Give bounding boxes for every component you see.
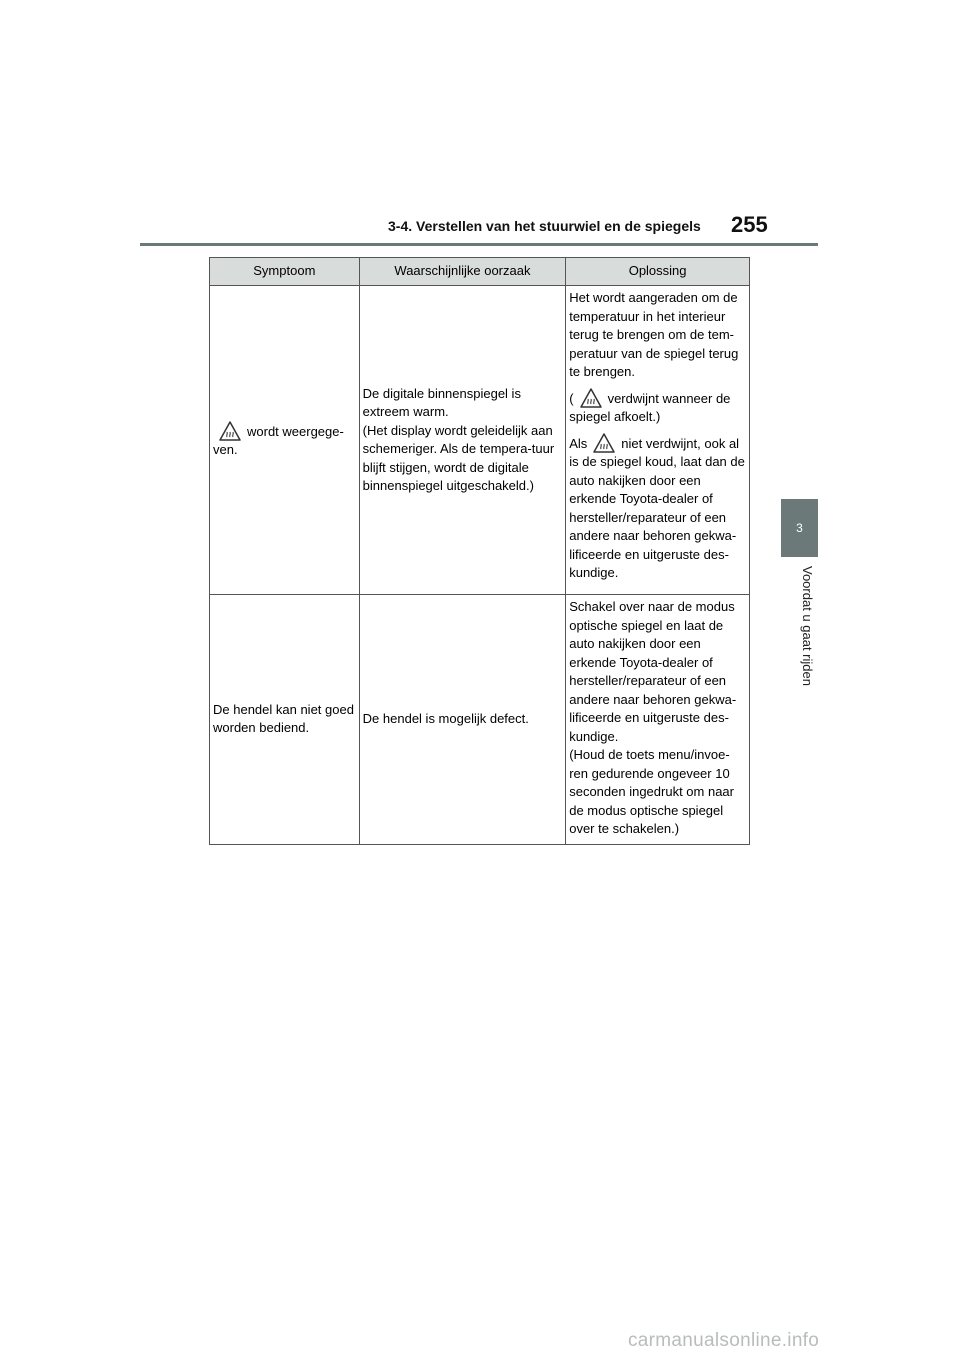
header-solution: Oplossing <box>566 258 750 286</box>
symptom-cell <box>210 286 360 595</box>
footer-watermark: carmanualsonline.info <box>628 1330 820 1351</box>
cause-cell <box>359 595 566 845</box>
table-header-row <box>210 258 750 286</box>
solution-text: niet verdwijnt, ook al is de spiegel koud, laat dan de auto nakijken door een erkende Toyota-dealer of hersteller/reparateur of een andere naar behoren gekwa-lificeerde en uitgeruste des-kundige. <box>569 435 745 580</box>
troubleshooting-table <box>209 257 750 845</box>
symptom-cell <box>210 595 360 845</box>
header-rule <box>140 243 818 246</box>
solution-paragraph <box>569 388 746 427</box>
solution-text: Als <box>569 435 588 451</box>
solution-text: ( <box>569 390 574 406</box>
chapter-tab: 3 <box>781 499 818 557</box>
solution-cell <box>566 286 750 595</box>
mirror-heat-warning-icon <box>580 388 602 408</box>
table-row <box>210 286 750 595</box>
section-title: 3-4. Verstellen van het stuurwiel en de spiegels <box>388 218 701 234</box>
solution-text: verdwijnt wanneer de spiegel afkoelt.) <box>569 390 731 424</box>
solution-text: Schakel over naar de modus optische spiegel en laat de auto nakijken door een erkende Toyota-dealer of hersteller/reparateur of een andere naar behoren gekwa-lificeerde en uitgeruste des-kundige. (Houd de toets menu/invoe-ren gedurende ongeveer 10 seconden ingedrukt om naar de modus optische spiegel over te schakelen.) <box>569 599 737 836</box>
mirror-heat-warning-icon <box>593 433 615 453</box>
solution-cell <box>566 595 750 845</box>
cause-text: De hendel is mogelijk defect. <box>362 711 529 726</box>
table-row <box>210 595 750 845</box>
page-number: 255 <box>731 212 768 237</box>
mirror-heat-warning-icon <box>219 421 241 441</box>
chapter-name: Voordat u gaat rijden <box>800 566 815 686</box>
solution-paragraph <box>569 433 746 583</box>
cause-text: De digitale binnenspiegel is extreem warm. (Het display wordt geleidelijk aan schemeriger. Als de tempera-tuur blijft stijgen, wordt de digitale binnenspiegel uitgeschakeld.) <box>362 385 555 493</box>
header-symptom: Symptoom <box>210 258 360 286</box>
solution-paragraph: Het wordt aangeraden om de temperatuur in het interieur terug te brengen om de tem-peratuur van de spiegel terug te brengen. <box>569 290 739 379</box>
cause-cell <box>359 286 566 595</box>
symptom-text: De hendel kan niet goed worden bediend. <box>213 701 354 736</box>
symptom-text: wordt weergege-ven. <box>213 423 344 457</box>
header-cause: Waarschijnlijke oorzaak <box>359 258 566 286</box>
